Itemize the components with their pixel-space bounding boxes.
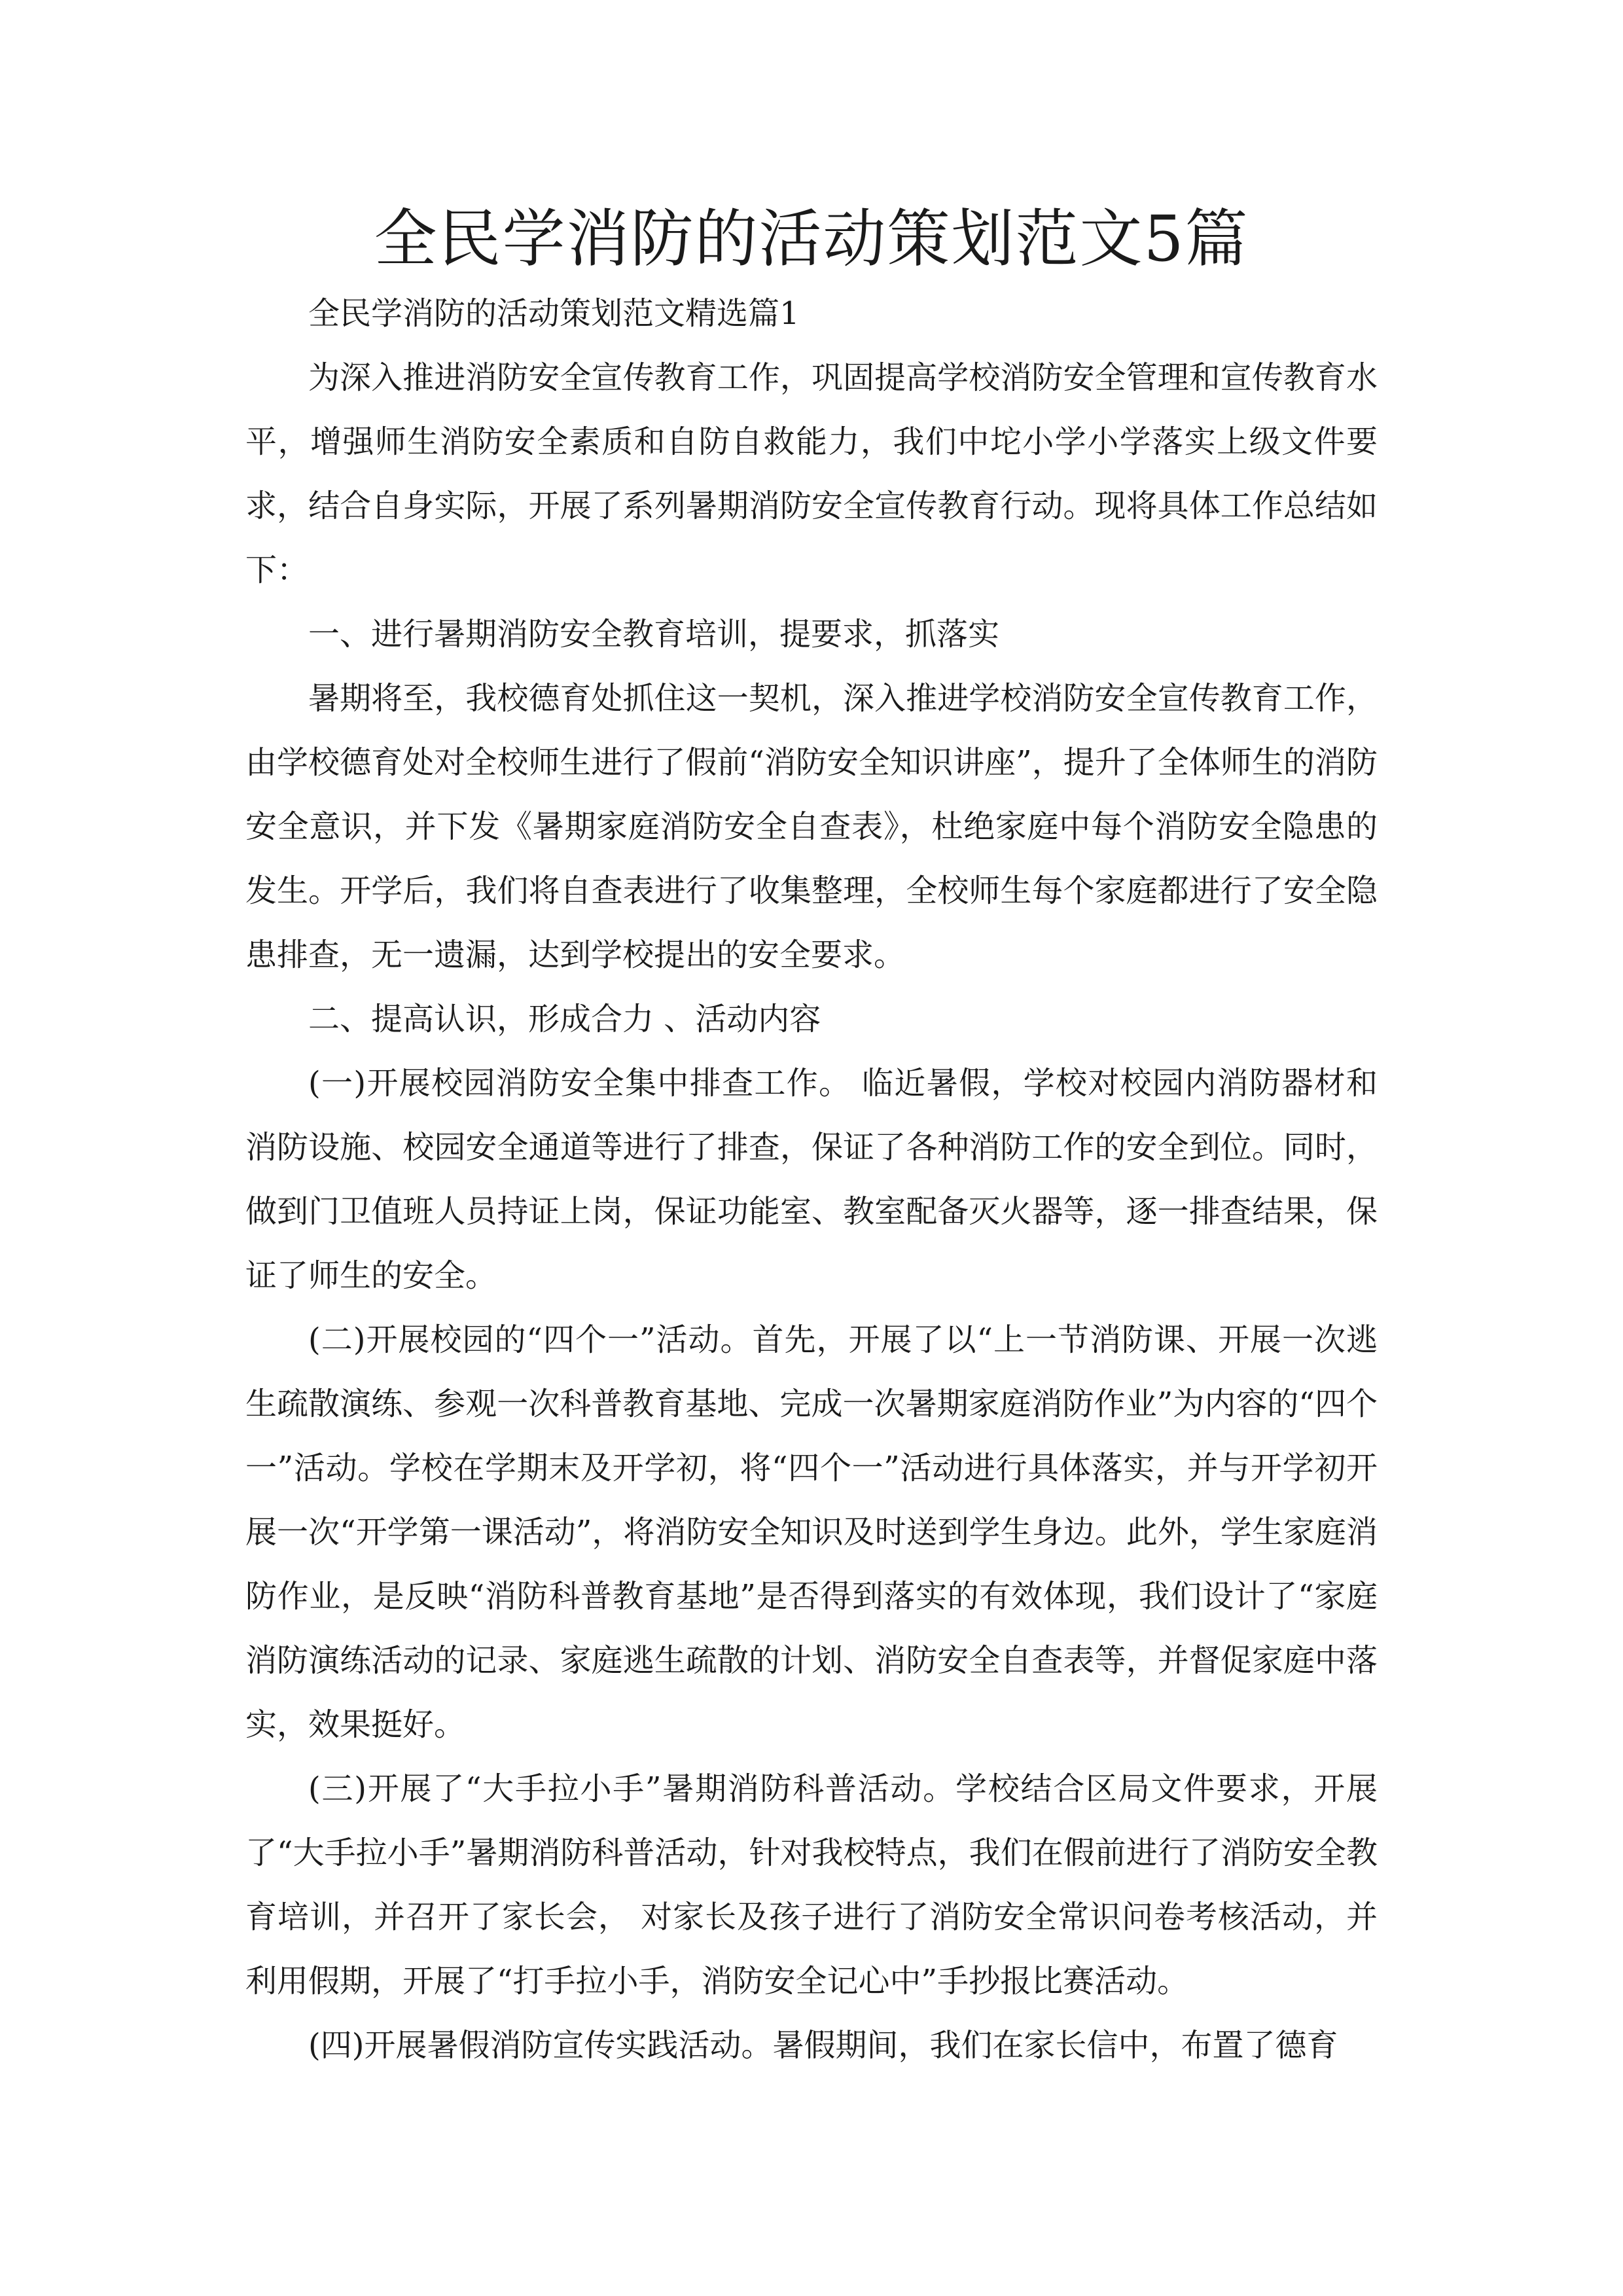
paragraph: 为深入推进消防安全宣传教育工作，巩固提高学校消防安全管理和宣传教育水平，增强师生消防安全素质和自防自救能力，我们中坨小学小学落实上级文件要求，结合自身实际，开展了系列暑期消防安全宣传教育行动。现将具体工作总结如下： <box>245 359 1378 588</box>
paragraph: (一)开展校园消防安全集中排查工作。 临近暑假，学校对校园内消防器材和消防设施、校园安全通道等进行了排查，保证了各种消防工作的安全到位。同时，做到门卫值班人员持证上岗，保证功能室、教室配备灭火器等，逐一排查结果，保证了师生的安全。 <box>245 1065 1378 1294</box>
paragraph: (二)开展校园的“四个一”活动。首先，开展了以“上一节消防课、开展一次逃生疏散演练、参观一次科普教育基地、完成一次暑期家庭消防作业”为内容的“四个一”活动。学校在学期末及开学初，将“四个一”活动进行具体落实，并与开学初开展一次“开学第一课活动”，将消防安全知识及时送到学生身边。此外，学生家庭消防作业，是反映“消防科普教育基地”是否得到落实的有效体现，我们设计了“家庭消防演练活动的记录、家庭逃生疏散的计划、消防安全自查表等，并督促家庭中落实，效果挺好。 <box>245 1321 1378 1743</box>
subheading: 一、进行暑期消防安全教育培训，提要求，抓落实 <box>308 616 1000 653</box>
paragraph: (三)开展了“大手拉小手”暑期消防科普活动。学校结合区局文件要求，开展了“大手拉小手”暑期消防科普活动，针对我校特点，我们在假前进行了消防安全教育培训，并召开了家长会， 对家长及孩子进行了消防安全常识问卷考核活动，并利用假期，开展了“打手拉小手，消防安全记心中”手抄报比赛活动。 <box>245 1770 1378 2000</box>
paragraph: (四)开展暑假消防宣传实践活动。暑假期间，我们在家长信中，布置了德育 <box>308 2027 1338 2064</box>
paragraph: 暑期将至，我校德育处抓住这一契机，深入推进学校消防安全宣传教育工作，由学校德育处对全校师生进行了假前“消防安全知识讲座”，提升了全体师生的消防安全意识，并下发《暑期家庭消防安全自查表》，杜绝家庭中每个消防安全隐患的发生。开学后，我们将自查表进行了收集整理，全校师生每个家庭都进行了安全隐患排查，无一遗漏，达到学校提出的安全要求。 <box>245 680 1378 973</box>
section-heading: 全民学消防的活动策划范文精选篇1 <box>308 295 800 332</box>
subheading: 二、提高认识，形成合力 、活动内容 <box>308 1001 821 1037</box>
document-title: 全民学消防的活动策划范文5篇 <box>374 202 1249 276</box>
document-body <box>245 281 1378 2077</box>
